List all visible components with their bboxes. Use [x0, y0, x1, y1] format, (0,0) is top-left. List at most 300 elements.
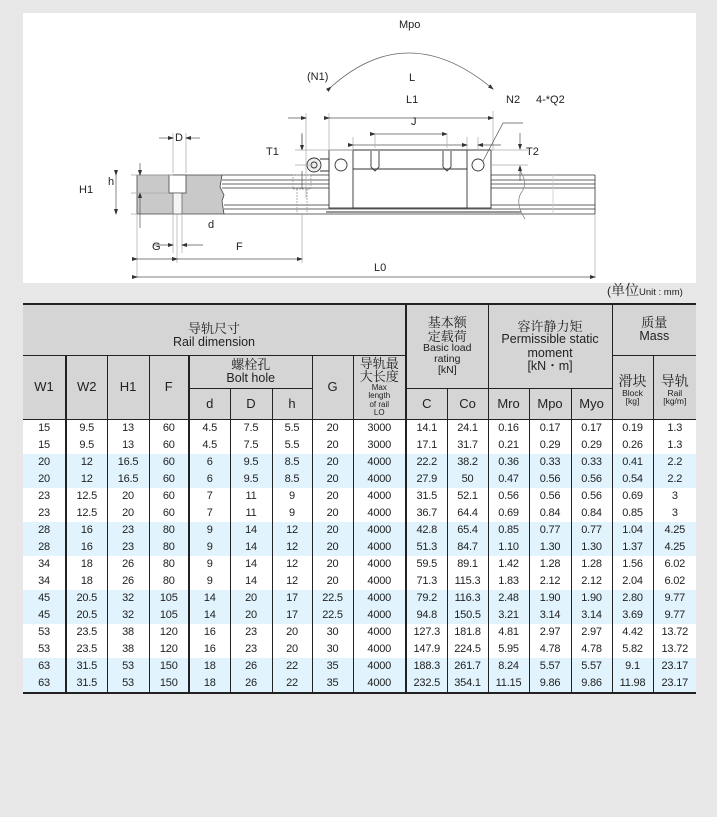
col-mro: Mro — [488, 388, 529, 419]
table-row — [23, 437, 696, 454]
table-cell: 0.54 — [612, 471, 653, 488]
table-cell: 12 — [66, 471, 107, 488]
linear-guide-drawing — [23, 13, 696, 283]
table-cell: 4000 — [353, 488, 406, 505]
table-cell: 3.14 — [571, 607, 612, 624]
table-cell: 23 — [230, 641, 272, 658]
col-f: F — [149, 355, 189, 419]
table-cell: 1.10 — [488, 539, 529, 556]
table-cell: 31.7 — [447, 437, 488, 454]
bolt-hole-header: 螺栓孔 Bolt hole — [189, 355, 312, 388]
table-cell: 1.3 — [653, 437, 696, 454]
table-cell: 9.77 — [653, 607, 696, 624]
table-cell: 23 — [230, 624, 272, 641]
table-cell: 32 — [107, 607, 149, 624]
table-cell: 45 — [23, 590, 66, 607]
table-cell: 4.25 — [653, 539, 696, 556]
table-cell: 0.84 — [571, 505, 612, 522]
table-cell: 232.5 — [406, 675, 447, 693]
table-cell: 4.5 — [189, 437, 230, 454]
table-cell: 4.25 — [653, 522, 696, 539]
col-mpo: Mpo — [529, 388, 571, 419]
table-row — [23, 675, 696, 693]
table-cell: 12.5 — [66, 505, 107, 522]
col-w2: W2 — [66, 355, 107, 419]
table-row — [23, 488, 696, 505]
unit-open: ( — [607, 284, 611, 298]
label-h: h — [108, 176, 115, 188]
table-cell: 2.97 — [529, 624, 571, 641]
table-cell: 4000 — [353, 607, 406, 624]
table-cell: 11.98 — [612, 675, 653, 693]
table-cell: 4.81 — [488, 624, 529, 641]
table-cell: 3.69 — [612, 607, 653, 624]
table-cell: 0.17 — [529, 419, 571, 437]
col-max-length: 导轨最 大长度 Max length of rail LO — [353, 355, 406, 419]
table-cell: 0.33 — [571, 454, 612, 471]
table-cell: 9 — [189, 539, 230, 556]
table-cell: 31.5 — [66, 675, 107, 693]
table-cell: 20 — [312, 437, 353, 454]
table-cell: 0.84 — [529, 505, 571, 522]
table-cell: 20 — [272, 641, 312, 658]
table-cell: 23 — [23, 488, 66, 505]
table-cell: 1.42 — [488, 556, 529, 573]
table-cell: 14 — [230, 522, 272, 539]
table-cell: 7 — [189, 488, 230, 505]
table-cell: 150 — [149, 675, 189, 693]
table-cell: 27.9 — [406, 471, 447, 488]
table-cell: 16 — [189, 641, 230, 658]
table-cell: 23.5 — [66, 641, 107, 658]
col-h1: H1 — [107, 355, 149, 419]
table-cell: 9.5 — [230, 471, 272, 488]
table-cell: 4000 — [353, 590, 406, 607]
table-cell: 261.7 — [447, 658, 488, 675]
table-cell: 60 — [149, 437, 189, 454]
col-g: G — [312, 355, 353, 419]
table-cell: 20.5 — [66, 590, 107, 607]
table-cell: 20 — [230, 607, 272, 624]
table-cell: 14 — [189, 590, 230, 607]
table-cell: 0.29 — [571, 437, 612, 454]
table-cell: 188.3 — [406, 658, 447, 675]
table-cell: 24.1 — [447, 419, 488, 437]
table-cell: 20 — [107, 505, 149, 522]
table-cell: 9.5 — [66, 419, 107, 437]
table-cell: 80 — [149, 573, 189, 590]
table-cell: 13.72 — [653, 624, 696, 641]
table-cell: 2.12 — [529, 573, 571, 590]
table-row — [23, 556, 696, 573]
table-row — [23, 471, 696, 488]
load-rating-header: 基本额 定载荷 Basic load rating [kN] — [406, 304, 488, 388]
table-cell: 2.2 — [653, 471, 696, 488]
table-cell: 20.5 — [66, 607, 107, 624]
table-cell: 23.17 — [653, 675, 696, 693]
table-cell: 80 — [149, 522, 189, 539]
table-cell: 127.3 — [406, 624, 447, 641]
table-cell: 79.2 — [406, 590, 447, 607]
table-cell: 12 — [66, 454, 107, 471]
table-cell: 9 — [272, 488, 312, 505]
table-cell: 22 — [272, 675, 312, 693]
table-cell: 22.5 — [312, 607, 353, 624]
table-cell: 7.5 — [230, 419, 272, 437]
table-cell: 64.4 — [447, 505, 488, 522]
table-cell: 18 — [189, 675, 230, 693]
table-cell: 105 — [149, 590, 189, 607]
table-cell: 8.5 — [272, 454, 312, 471]
table-cell: 0.56 — [571, 488, 612, 505]
col-h: h — [272, 388, 312, 419]
table-cell: 1.3 — [653, 419, 696, 437]
col-d: d — [189, 388, 230, 419]
label-t2: T2 — [526, 146, 539, 158]
table-cell: 0.77 — [529, 522, 571, 539]
col-myo: Myo — [571, 388, 612, 419]
rail-block-schematic — [23, 13, 696, 283]
table-cell: 1.28 — [571, 556, 612, 573]
table-cell: 7.5 — [230, 437, 272, 454]
table-cell: 20 — [312, 556, 353, 573]
table-cell: 8.5 — [272, 471, 312, 488]
table-cell: 0.17 — [571, 419, 612, 437]
table-cell: 60 — [149, 419, 189, 437]
table-cell: 0.21 — [488, 437, 529, 454]
label-mpo: Mpo — [399, 19, 421, 31]
table-cell: 89.1 — [447, 556, 488, 573]
table-row — [23, 419, 696, 437]
table-cell: 0.56 — [529, 471, 571, 488]
table-cell: 4000 — [353, 556, 406, 573]
table-cell: 2.12 — [571, 573, 612, 590]
table-row — [23, 522, 696, 539]
table-cell: 53 — [23, 624, 66, 641]
col-block-mass: 滑块 Block [kg] — [612, 355, 653, 419]
table-cell: 11 — [230, 505, 272, 522]
table-cell: 20 — [23, 471, 66, 488]
table-cell: 3000 — [353, 437, 406, 454]
table-cell: 150 — [149, 658, 189, 675]
table-cell: 20 — [312, 471, 353, 488]
table-cell: 23.17 — [653, 658, 696, 675]
table-cell: 31.5 — [406, 488, 447, 505]
table-cell: 6 — [189, 454, 230, 471]
table-cell: 14 — [230, 573, 272, 590]
table-cell: 14.1 — [406, 419, 447, 437]
table-cell: 0.69 — [612, 488, 653, 505]
table-cell: 116.3 — [447, 590, 488, 607]
unit-note — [607, 282, 683, 301]
table-cell: 12.5 — [66, 488, 107, 505]
table-cell: 181.8 — [447, 624, 488, 641]
table-cell: 4.42 — [612, 624, 653, 641]
table-cell: 2.2 — [653, 454, 696, 471]
table-cell: 11 — [230, 488, 272, 505]
table-cell: 0.26 — [612, 437, 653, 454]
table-cell: 120 — [149, 641, 189, 658]
table-cell: 5.5 — [272, 437, 312, 454]
table-cell: 12 — [272, 522, 312, 539]
table-cell: 20 — [107, 488, 149, 505]
table-row — [23, 624, 696, 641]
col-w1: W1 — [23, 355, 66, 419]
table-cell: 30 — [312, 641, 353, 658]
table-cell: 12 — [272, 556, 312, 573]
table-cell: 224.5 — [447, 641, 488, 658]
table-cell: 14 — [189, 607, 230, 624]
table-cell: 65.4 — [447, 522, 488, 539]
table-cell: 0.33 — [529, 454, 571, 471]
table-cell: 6.02 — [653, 573, 696, 590]
table-cell: 16 — [189, 624, 230, 641]
table-cell: 9 — [189, 573, 230, 590]
table-cell: 31.5 — [66, 658, 107, 675]
table-cell: 11.15 — [488, 675, 529, 693]
unit-en: Unit : mm) — [639, 287, 683, 298]
table-cell: 0.41 — [612, 454, 653, 471]
table-cell: 53 — [107, 658, 149, 675]
rail-dimension-header: 导轨尺寸 Rail dimension — [23, 304, 406, 355]
table-cell: 50 — [447, 471, 488, 488]
table-cell: 12 — [272, 539, 312, 556]
table-cell: 9.77 — [653, 590, 696, 607]
label-l0: L0 — [374, 262, 387, 274]
table-cell: 16 — [66, 522, 107, 539]
unit-cn: 单位 — [611, 282, 639, 298]
table-cell: 0.85 — [488, 522, 529, 539]
table-cell: 80 — [149, 539, 189, 556]
table-cell: 60 — [149, 454, 189, 471]
table-cell: 5.57 — [571, 658, 612, 675]
table-cell: 32 — [107, 590, 149, 607]
table-cell: 28 — [23, 522, 66, 539]
spec-table — [23, 303, 696, 694]
static-moment-header: 容许静力矩 Permissible static moment [kN・m] — [488, 304, 612, 388]
table-cell: 60 — [149, 471, 189, 488]
table-row — [23, 658, 696, 675]
table-cell: 20 — [272, 624, 312, 641]
table-cell: 34 — [23, 573, 66, 590]
table-cell: 0.77 — [571, 522, 612, 539]
table-cell: 14 — [230, 556, 272, 573]
table-cell: 3.21 — [488, 607, 529, 624]
label-l1: L1 — [406, 94, 419, 106]
table-row — [23, 641, 696, 658]
label-d-upper: D — [175, 132, 183, 144]
table-cell: 354.1 — [447, 675, 488, 693]
table-cell: 0.36 — [488, 454, 529, 471]
table-cell: 26 — [107, 573, 149, 590]
table-cell: 84.7 — [447, 539, 488, 556]
table-cell: 13 — [107, 419, 149, 437]
col-rail-mass: 导轨 Rail [kg/m] — [653, 355, 696, 419]
table-cell: 22 — [272, 658, 312, 675]
table-cell: 71.3 — [406, 573, 447, 590]
table-cell: 120 — [149, 624, 189, 641]
table-cell: 0.19 — [612, 419, 653, 437]
table-cell: 6 — [189, 471, 230, 488]
table-cell: 4000 — [353, 641, 406, 658]
label-j: J — [411, 116, 417, 128]
table-cell: 7 — [189, 505, 230, 522]
table-cell: 20 — [230, 590, 272, 607]
table-cell: 6.02 — [653, 556, 696, 573]
table-row — [23, 454, 696, 471]
label-g: G — [152, 241, 161, 253]
table-cell: 1.83 — [488, 573, 529, 590]
table-cell: 4000 — [353, 471, 406, 488]
table-cell: 1.56 — [612, 556, 653, 573]
table-cell: 18 — [189, 658, 230, 675]
table-cell: 52.1 — [447, 488, 488, 505]
table-cell: 4000 — [353, 454, 406, 471]
label-q2: 4-*Q2 — [536, 94, 565, 106]
table-cell: 38 — [107, 641, 149, 658]
table-cell: 5.82 — [612, 641, 653, 658]
table-cell: 150.5 — [447, 607, 488, 624]
col-co: Co — [447, 388, 488, 419]
table-cell: 0.85 — [612, 505, 653, 522]
label-d-lower: d — [208, 219, 215, 231]
table-cell: 0.69 — [488, 505, 529, 522]
table-cell: 23.5 — [66, 624, 107, 641]
table-cell: 42.8 — [406, 522, 447, 539]
table-cell: 35 — [312, 658, 353, 675]
col-D: D — [230, 388, 272, 419]
table-cell: 20 — [23, 454, 66, 471]
table-cell: 63 — [23, 675, 66, 693]
table-cell: 2.04 — [612, 573, 653, 590]
label-t1: T1 — [266, 146, 279, 158]
table-cell: 9.86 — [571, 675, 612, 693]
table-cell: 23 — [107, 539, 149, 556]
table-cell: 1.30 — [529, 539, 571, 556]
table-row — [23, 539, 696, 556]
label-n2: N2 — [506, 94, 521, 106]
table-cell: 51.3 — [406, 539, 447, 556]
label-f: F — [236, 241, 243, 253]
table-cell: 13.72 — [653, 641, 696, 658]
table-cell: 1.37 — [612, 539, 653, 556]
table-row — [23, 573, 696, 590]
table-cell: 115.3 — [447, 573, 488, 590]
table-cell: 4000 — [353, 522, 406, 539]
table-cell: 147.9 — [406, 641, 447, 658]
table-cell: 0.29 — [529, 437, 571, 454]
table-cell: 0.56 — [488, 488, 529, 505]
table-cell: 9.5 — [66, 437, 107, 454]
table-cell: 26 — [107, 556, 149, 573]
table-cell: 16.5 — [107, 454, 149, 471]
table-cell: 17 — [272, 590, 312, 607]
table-cell: 0.16 — [488, 419, 529, 437]
table-cell: 38.2 — [447, 454, 488, 471]
table-cell: 16.5 — [107, 471, 149, 488]
table-cell: 20 — [312, 488, 353, 505]
table-cell: 20 — [312, 454, 353, 471]
table-cell: 15 — [23, 419, 66, 437]
table-cell: 18 — [66, 573, 107, 590]
table-cell: 23 — [107, 522, 149, 539]
table-cell: 0.56 — [571, 471, 612, 488]
table-cell: 22.2 — [406, 454, 447, 471]
table-cell: 4.5 — [189, 419, 230, 437]
label-l: L — [409, 72, 416, 84]
table-cell: 20 — [312, 419, 353, 437]
table-cell: 36.7 — [406, 505, 447, 522]
table-cell: 30 — [312, 624, 353, 641]
label-h1: H1 — [79, 184, 94, 196]
table-cell: 53 — [23, 641, 66, 658]
col-c: C — [406, 388, 447, 419]
mass-header: 质量 Mass — [612, 304, 696, 355]
table-cell: 13 — [107, 437, 149, 454]
table-cell: 63 — [23, 658, 66, 675]
table-cell: 26 — [230, 675, 272, 693]
table-cell: 12 — [272, 573, 312, 590]
table-cell: 3 — [653, 488, 696, 505]
table-cell: 4000 — [353, 624, 406, 641]
table-cell: 2.48 — [488, 590, 529, 607]
table-row — [23, 590, 696, 607]
table-cell: 5.95 — [488, 641, 529, 658]
table-cell: 3000 — [353, 419, 406, 437]
table-cell: 20 — [312, 505, 353, 522]
table-cell: 60 — [149, 488, 189, 505]
table-cell: 1.04 — [612, 522, 653, 539]
table-cell: 2.97 — [571, 624, 612, 641]
table-cell: 1.90 — [529, 590, 571, 607]
table-row — [23, 505, 696, 522]
table-cell: 5.5 — [272, 419, 312, 437]
table-cell: 94.8 — [406, 607, 447, 624]
table-cell: 9 — [189, 556, 230, 573]
table-cell: 105 — [149, 607, 189, 624]
spec-table-body — [23, 419, 696, 693]
table-cell: 9 — [272, 505, 312, 522]
table-cell: 3 — [653, 505, 696, 522]
table-cell: 60 — [149, 505, 189, 522]
table-cell: 9.1 — [612, 658, 653, 675]
table-cell: 4.78 — [529, 641, 571, 658]
table-cell: 9 — [189, 522, 230, 539]
table-cell: 1.30 — [571, 539, 612, 556]
table-cell: 9.86 — [529, 675, 571, 693]
table-cell: 8.24 — [488, 658, 529, 675]
table-cell: 28 — [23, 539, 66, 556]
table-cell: 1.28 — [529, 556, 571, 573]
table-cell: 4000 — [353, 573, 406, 590]
table-cell: 0.56 — [529, 488, 571, 505]
table-cell: 2.80 — [612, 590, 653, 607]
carriage-block — [307, 150, 521, 212]
table-cell: 35 — [312, 675, 353, 693]
table-cell: 18 — [66, 556, 107, 573]
table-cell: 53 — [107, 675, 149, 693]
table-cell: 26 — [230, 658, 272, 675]
label-n1: (N1) — [307, 71, 329, 83]
table-cell: 20 — [312, 539, 353, 556]
table-cell: 20 — [312, 573, 353, 590]
table-cell: 3.14 — [529, 607, 571, 624]
table-cell: 34 — [23, 556, 66, 573]
table-cell: 9.5 — [230, 454, 272, 471]
table-row — [23, 607, 696, 624]
table-cell: 14 — [230, 539, 272, 556]
table-cell: 4000 — [353, 505, 406, 522]
